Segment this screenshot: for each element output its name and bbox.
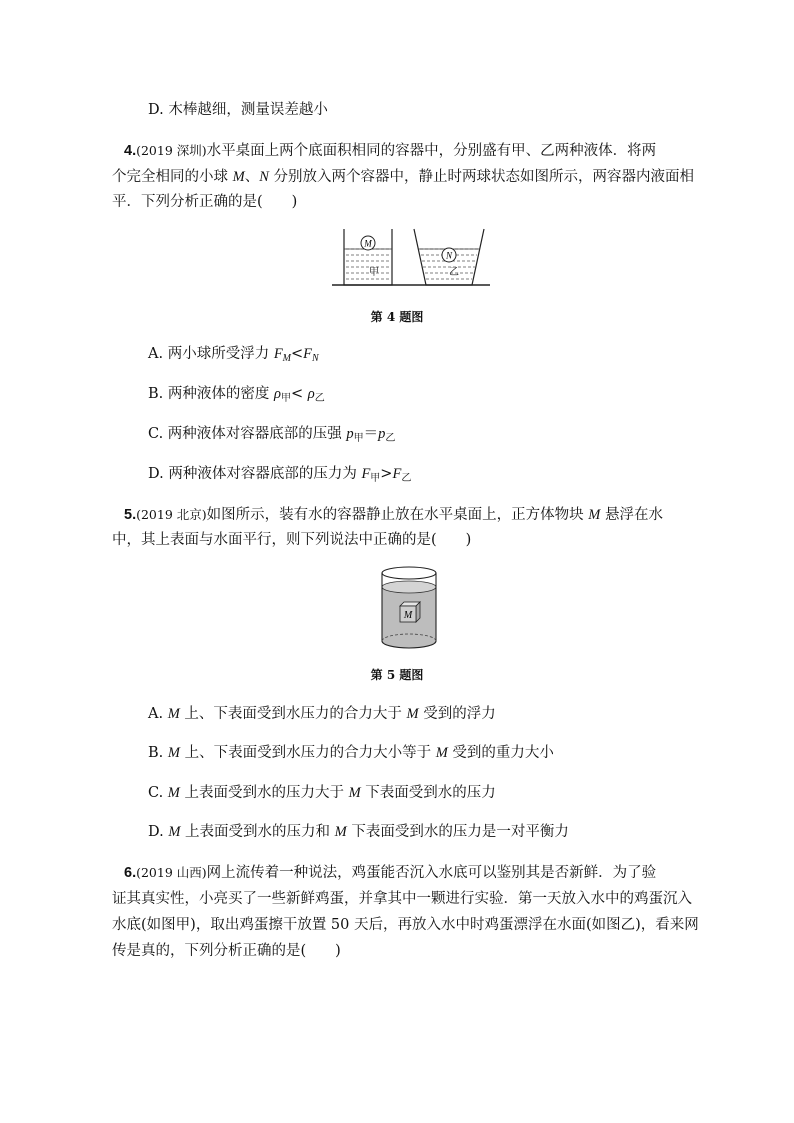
q6-stem-line-2: 证其真实性，小亮买了一些新鲜鸡蛋，并拿其中一颗进行实验．第一天放入水中的鸡蛋沉入 (112, 891, 692, 907)
q5-c-m: M (167, 785, 180, 801)
q3-option-d: D. 木棒越细，测量误差越小 (148, 102, 328, 118)
q4-d-op: > (380, 466, 393, 482)
q4-figure-caption: 第 4 题图 (370, 310, 424, 324)
q5-b-m2: M (435, 745, 448, 761)
q5-option-b (148, 743, 554, 763)
q5-a-m: M (167, 706, 180, 722)
q4-option-a-text: A. 两小球所受浮力 (148, 346, 274, 362)
q5-source: (2019 北京) (136, 507, 207, 522)
q5-b-2: 上、下表面受到水压力的合力大小等于 (179, 745, 436, 761)
q4-option-c (148, 424, 395, 449)
q5-stem-text-1a: 如图所示，装有水的容器静止放在水平桌面上，正方体物块 (206, 507, 589, 523)
q4-number: 4. (124, 143, 137, 159)
q5-b-m: M (167, 745, 180, 761)
q5-figure-caption: 第 5 题图 (370, 668, 424, 682)
container-yi (414, 229, 484, 285)
q4-c-op: ＝ (363, 426, 379, 442)
q4-option-c-text: C. 两种液体对容器底部的压强 (148, 426, 347, 442)
q4-stem-text-1: 水平桌面上两个底面积相同的容器中，分别盛有甲、乙两种液体．将两 (206, 143, 657, 159)
q4-stem-line-2 (112, 167, 694, 187)
q5-a-m2: M (406, 706, 419, 722)
q4-b-r2: ρ (307, 386, 315, 402)
q5-a-2: 上、下表面受到水压力的合力大于 (179, 706, 407, 722)
q4-option-d-text: D. 两种液体对容器底部的压力为 (148, 466, 362, 482)
q5-option-d (148, 822, 569, 842)
q6-number: 6. (124, 865, 137, 881)
q4-ball-n-ref: N (259, 169, 269, 185)
cube-block-m (400, 602, 420, 622)
q5-b-1: B. (148, 745, 168, 761)
q4-c-s2: 乙 (385, 433, 396, 444)
q4-d-f2: F (392, 466, 402, 482)
q4-a-s1: M (282, 353, 292, 364)
ball-n-label: N (445, 250, 453, 261)
q5-block-ref: M (588, 507, 601, 523)
q6-stem-text-1: 网上流传着一种说法，鸡蛋能否沉入水底可以鉴别其是否新鲜．为了验 (206, 865, 657, 881)
q6-stem-line-3: 水底(如图甲)，取出鸡蛋擦干放置 50 天后，再放入水中时鸡蛋漂浮在水面(如图乙)，看来网 (112, 917, 699, 933)
q5-d-3: 下表面受到水的压力是一对平衡力 (346, 824, 569, 840)
q4-b-r1: ρ (273, 386, 281, 402)
q5-option-c (148, 783, 496, 803)
q4-source: (2019 深圳) (136, 143, 207, 158)
q4-stem-line-3: 平．下列分析正确的是( ) (112, 194, 298, 210)
q5-d-1: D. (148, 824, 169, 840)
q4-c-s1: 甲 (353, 433, 364, 444)
q4-a-f2: F (303, 346, 313, 362)
q4-figure-containers (330, 225, 492, 289)
q5-stem-line-2: 中，其上表面与水面平行，则下列说法中正确的是( ) (112, 532, 472, 548)
q5-d-m: M (168, 824, 181, 840)
label-jia: 甲 (369, 267, 379, 278)
label-yi: 乙 (449, 267, 459, 278)
q5-c-3: 下表面受到水的压力 (360, 785, 496, 801)
q4-a-op: < (291, 346, 304, 362)
q5-c-1: C. (148, 785, 168, 801)
cylinder-rim (382, 567, 436, 579)
container-jia (344, 229, 392, 285)
q5-a-3: 受到的浮力 (418, 706, 496, 722)
q4-c-p2: p (378, 426, 386, 442)
q5-d-m2: M (334, 824, 347, 840)
ball-m-label: M (364, 238, 372, 249)
q4-stem-text-2a: 个完全相同的小球 (112, 169, 233, 185)
q5-d-2: 上表面受到水的压力和 (180, 824, 335, 840)
q4-b-op: < (290, 386, 308, 402)
q4-option-d (148, 464, 411, 489)
q4-ball-m-ref: M (232, 169, 245, 185)
q4-stem-text-2b: 分别放入两个容器中，静止时两球状态如图所示，两容器内液面相 (268, 169, 694, 185)
q4-option-a (148, 344, 319, 369)
cube-label: M (403, 610, 413, 621)
q5-c-m2: M (348, 785, 361, 801)
q4-sep: 、 (244, 169, 260, 185)
q5-stem-line-1 (124, 505, 663, 525)
q4-b-s2: 乙 (314, 393, 325, 404)
q4-b-s1: 甲 (280, 393, 291, 404)
water-surface (382, 581, 436, 593)
q4-option-b (148, 384, 325, 409)
q4-d-f1: F (361, 466, 371, 482)
q5-figure-cylinder (378, 565, 440, 651)
q5-number: 5. (124, 507, 137, 523)
q4-d-s1: 甲 (370, 473, 381, 484)
q4-stem-line-1 (124, 141, 656, 161)
q6-stem-line-1 (124, 863, 656, 883)
q6-source: (2019 山西) (136, 865, 207, 880)
q4-c-p1: p (346, 426, 354, 442)
q6-stem-line-4: 传是真的，下列分析正确的是( ) (112, 943, 341, 959)
q5-a-1: A. (148, 706, 168, 722)
q4-d-s2: 乙 (401, 473, 412, 484)
q4-a-s2: N (312, 353, 319, 364)
q5-b-3: 受到的重力大小 (447, 745, 554, 761)
q4-a-f1: F (273, 346, 283, 362)
q5-c-2: 上表面受到水的压力大于 (179, 785, 349, 801)
q5-option-a (148, 704, 496, 724)
q4-option-b-text: B. 两种液体的密度 (148, 386, 274, 402)
q5-stem-text-1b: 悬浮在水 (600, 507, 663, 523)
